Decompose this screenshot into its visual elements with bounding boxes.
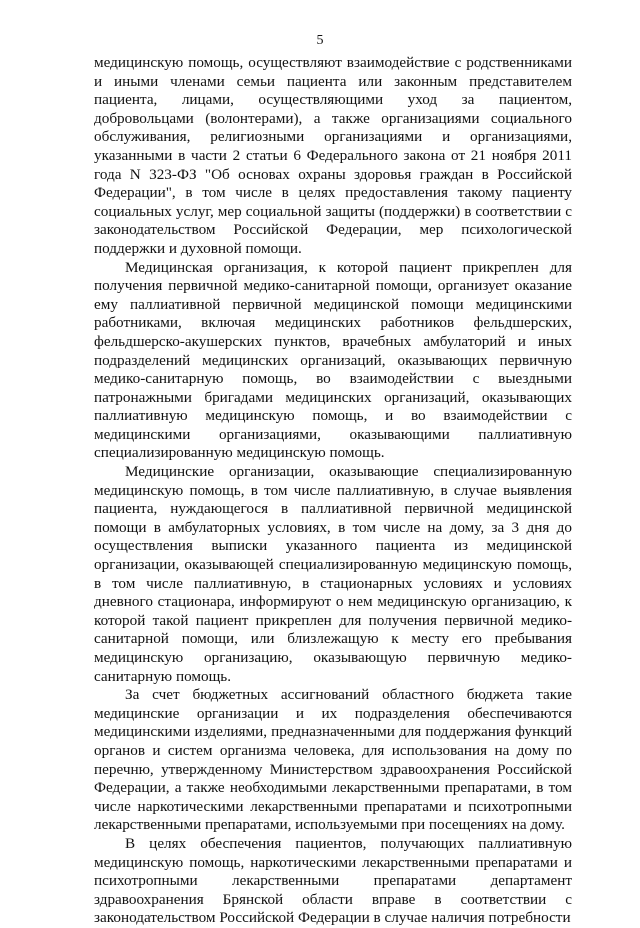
paragraph-drug-provision: В целях обеспечения пациентов, получающих паллиативную медицинскую помощь, наркотическими лекарственными препаратами и психотропными лекарственными препаратами департамент здравоохранения Брянской области вправе в соответствии с законодательством Российской Федерации в случае наличия потребности [94, 834, 572, 927]
paragraph-continuation: медицинскую помощь, осуществляют взаимодействие с родственниками и иными членами семьи пациента или законным представителем пациента, лицами, осуществляющими уход за пациентом, добровольцами (волонтерами), а также организациями социального обслуживания, религиозными организациями и организациями, указанными в части 2 статьи 6 Федерального закона от 21 ноября 2011 года N 323-ФЗ "Об основах охраны здоровья граждан в Российской Федерации", в том числе в целях предоставления такому пациенту социальных услуг, мер социальной защиты (поддержки) в соответствии с законодательством Российской Федерации, мер психологической поддержки и духовной помощи. [94, 54, 572, 257]
paragraph-specialized-care-organizations: Медицинские организации, оказывающие специализированную медицинскую помощь, в том числе паллиативную, в случае выявления пациента, нуждающегося в паллиативной первичной медицинской помощи в амбулаторных условиях, в том числе на дому, за 3 дня до осуществления выписки указанного пациента из медицинской организации, оказывающей специализированную медицинскую помощь, в том числе паллиативную, в стационарных условиях и условиях дневного стационара, информируют о нем медицинскую организацию, к которой такой пациент прикреплен для получения первичной медико-санитарной помощи, или близлежащую к месту его пребывания медицинскую организацию, оказывающую первичную медико-санитарную помощь. [94, 463, 572, 685]
paragraph-primary-care-organization: Медицинская организация, к которой пациент прикреплен для получения первичной медико-санитарной помощи, организует оказание ему паллиативной первичной медицинской помощи медицинскими работниками, включая медицинских работников фельдшерских, фельдшерско-акушерских пунктов, врачебных амбулаторий и иных подразделений медицинских организаций, оказывающих первичную медико-санитарную помощь, во взаимодействии с выездными патронажными бригадами медицинских организаций, оказывающих паллиативную медицинскую помощь, и во взаимодействии с медицинскими организациями, оказывающими паллиативную специализированную медицинскую помощь. [94, 258, 572, 462]
page-number: 5 [316, 33, 324, 48]
document-body [94, 54, 572, 928]
paragraph-budget-funding: За счет бюджетных ассигнований областного бюджета такие медицинские организации и их подразделения обеспечиваются медицинскими изделиями, предназначенными для поддержания функций органов и систем организма человека, для использования на дому по перечню, утвержденному Министерством здравоохранения Российской Федерации, а также необходимыми лекарственными препаратами, в том числе наркотическими лекарственными препаратами и психотропными лекарственными препаратами, используемыми при посещениях на дому. [94, 686, 572, 834]
